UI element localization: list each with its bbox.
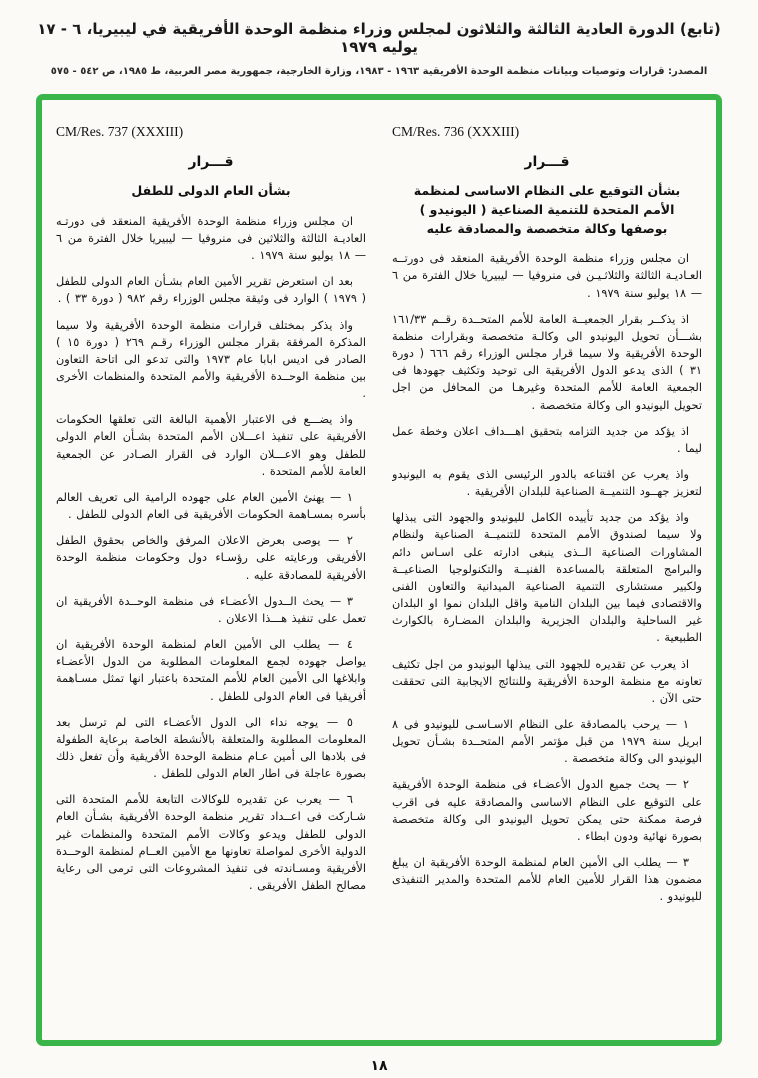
resolution-737-ref: CM/Res. 737 (XXXIII)	[56, 124, 184, 139]
resolution-737	[56, 124, 366, 1024]
header-title: (تابع) الدورة العادية الثالثة والثلاثون لمجلس وزراء منظمة الوحدة الأفريقية في ليبيريا، ٦ - ١٧ يوليه ١٩٧٩	[37, 20, 721, 56]
paragraph: ٣ — يحث الــدول الأعضـاء فى منظمة الوحــدة الأفريقية ان تعمل على تنفيذ هـــذا الاعلان .	[56, 594, 366, 625]
paragraph: واذ يضـــع فى الاعتبار الأهمية البالغة التى تعلقها الحكومات الأفريقية على تنفيذ اعـــلان الأمم المتحدة بشـأن العام الدولى للطفل وهو الاعـــلان الوارد فى القرار الصـادر عن الجمعية العامة للأمم المتحدة .	[56, 413, 366, 478]
resolution-737-subtitle: بشأن العام الدولى للطفل	[131, 183, 291, 198]
paragraph: ٤ — يطلب الى الأمين العام لمنظمة الوحدة الأفريقية ان يواصل جهوده لجمع المعلومات المطلوبة من الدول الأعضـاء وابلاغها الى الأمين العام للأمم المتحدة باعتبار انها تمثل مسـاهمة أفريقيا فى العام الدولى للطفل .	[56, 638, 366, 703]
paragraph: واذ يعرب عن اقتناعه بالدور الرئيسى الذى يقوم به اليونيدو لتعزيز جهــود التنميــة الصناعية للبلدان الأفريقية .	[392, 467, 702, 499]
header-source-line: المصدر: قرارات وتوصيات وبيانات منظمة الوحدة الأفريقية ١٩٦٣ - ١٩٨٣، وزارة الخارجية، جمهورية مصر العربية، ط ١٩٨٥، ص ٥٤٢ - ٥٧٥	[50, 66, 708, 77]
paragraph: اذ يعرب عن تقديره للجهود التى يبذلها اليونيدو من اجل تكثيف تعاونه مع منظمة الوحدة الأفريقية وللنتائج الايجابية التى تحققت حتى الآن .	[392, 657, 702, 705]
paragraph: ٢ — يحث جميع الدول الأعضـاء فى منظمة الوحدة الأفريقية على التوقيع على النظام الاساسى والمصادقة عليه فى اقرب فرصة ممكنة حتى يمكن تحويل اليونيدو الى وكالة متخصصة بصورة نهائية ودون ابطاء .	[392, 778, 702, 843]
content-frame	[36, 94, 722, 1046]
paragraph: ان مجلس وزراء منظمة الوحدة الأفريقية المنعقد فى دورتــه العـاديـة الثالثة والثلاثـيـن فى منروفيا — ليبيريا خلال الفترة من ٦ — ١٨ يوليو سنة ١٩٧٩ .	[392, 252, 702, 300]
paragraph: واذ يذكر بمختلف قرارات منظمة الوحدة الأفريقية ولا سيما المذكرة المرفقة بقرار مجلس الوزراء رقـم ٢٦٩ ( دورة ١٥ ) الصادر فى اديس ابابا عام ١٩٧٣ والتى تدعو الى اتاحة التعاون بين منظمة الوحــدة الأفريقية والأمم المتحدة والمنظمات الأخرى .	[56, 318, 366, 401]
page-number: ١٨	[370, 1058, 388, 1074]
resolution-736-title: قـــرار	[524, 154, 570, 170]
paragraph: بعد ان استعرض تقرير الأمين العام بشـأن العام الدولى للطفل ( ١٩٧٩ ) الوارد فى وثيقة مجلس الوزراء رقم ٩٨٢ ( دورة ٣٣ ) .	[56, 275, 366, 306]
paragraph: اذ يذكــر بقرار الجمعيــة العامة للأمم المتحــدة رقــم ١٦١/٣٣ بشـــأن تحويل اليونيدو الى وكالـة متخصصة وبقرارات منظمة الوحدة الأفريقية ولا سيما قرار مجلس الوزراء رقم ٦٦٦ ( دورة ٣١ ) الذى يدعو الدول الأفريقية الى توحيد وتكثيف جهودها فى الجمعية العامة للأمم المتحدة وغيرهـا من المحافل من اجل تحويل اليونيدو الى وكالة متخصصة .	[392, 312, 702, 412]
paragraph: واذ يؤكد من جديد تأييده الكامل لليونيدو والجهود التى يبذلها ولا سيما لصندوق الأمم المتحدة للتنميــة الصناعية ولنظام المشاورات الصناعية الــذى ينبغى ادارته على اسـاس دائم والبرامج المتعلقة بالمساعدة الفنيــة والتكنولوجيا الصناعيــة ولكبير مستشارى التنمية الصناعية الميدانية والتعاون الفنى والاقتصادى فيما بين البلدان النامية واقل البلدان نموا او البلدان غير الساحلية والبلدان الجزيرية والبلدان المضـارة بالكوارث الطبيعية .	[392, 511, 702, 645]
resolution-columns	[56, 124, 702, 1024]
resolution-736-ref: CM/Res. 736 (XXXIII)	[392, 124, 520, 139]
paragraph: ان مجلس وزراء منظمة الوحدة الأفريقية المنعقد فى دورتـه العاديـة الثالثة والثلاثين فى منروفيا — ليبيريا خلال الفترة من ٦ — ١٨ يوليو سنة ١٩٧٩ .	[56, 214, 366, 263]
paragraph: ١ — يرحب بالمصادقة على النظام الاسـاسـى لليونيدو فى ٨ ابريل سنة ١٩٧٩ من قبل مؤتمر الأمم المتحــدة بشـأن تحويل اليونيدو الى وكالة متخصصة .	[392, 718, 702, 766]
resolution-736-subtitle: بشأن التوقيع على النظام الاساسى لمنظمة الأمم المتحدة للتنمية الصناعية ( اليونيدو ) بوصفها وكالة متخصصة والمصادقة عليه	[413, 183, 681, 236]
paragraph: ٥ — يوجه نداء الى الدول الأعضـاء التى لم ترسل بعد المعلومات المطلوبة والمتعلقة بالأنشطة الخاصة برعاية الطفولة فى بلادها الى أمين عـام منظمة الوحدة الأفريقية وأن تفعل ذلك بصورة عاجلة فى اطار العام الدولى للطفل .	[56, 715, 366, 781]
resolution-736	[392, 124, 702, 1024]
paragraph: ٦ — يعرب عن تقديره للوكالات التابعة للأمم المتحدة التى شـاركت فى اعــداد تقرير منظمة الوحدة الأفريقية بشـأن العام الدولى للطفل ويدعو وكالات الأمم المتحدة والمنظمات غير الدولية الأخرى لمواصلة تعاونها مع الأمين العــام لمنظمة الوحــدة الأفريقية ومسـاندته فى تنفيذ المشروعات التى ترمى الى رعاية مصالح الطفل الأفريقى .	[56, 793, 366, 893]
resolution-737-title: قـــرار	[188, 154, 234, 170]
resolution-737-body	[56, 213, 366, 894]
paragraph: ١ — يهنئ الأمين العام على جهوده الرامية الى تعريف العالم بأسره بمسـاهمة الحكومات الأفريقية فى العام الدولى للطفل .	[56, 490, 366, 522]
page-header	[0, 0, 758, 77]
page-footer	[0, 1055, 758, 1074]
resolution-736-body	[392, 250, 702, 905]
paragraph: اذ يؤكد من جديد التزامه بتحقيق اهـــداف اعلان وخطة عمل ليما .	[392, 424, 702, 455]
paragraph: ٣ — يطلب الى الأمين العام لمنظمة الوحدة الأفريقية ان يبلغ مضمون هذا القرار للأمين العام للأمم المتحدة والمدير التنفيذى لليونيدو .	[392, 856, 702, 904]
paragraph: ٢ — يوصى بعرض الاعلان المرفق والخاص بحقوق الطفل الأفريقى ورعايته على رؤسـاء دول وحكومات منظمة الوحدة الأفريقية للمصادقة عليه .	[56, 534, 366, 582]
